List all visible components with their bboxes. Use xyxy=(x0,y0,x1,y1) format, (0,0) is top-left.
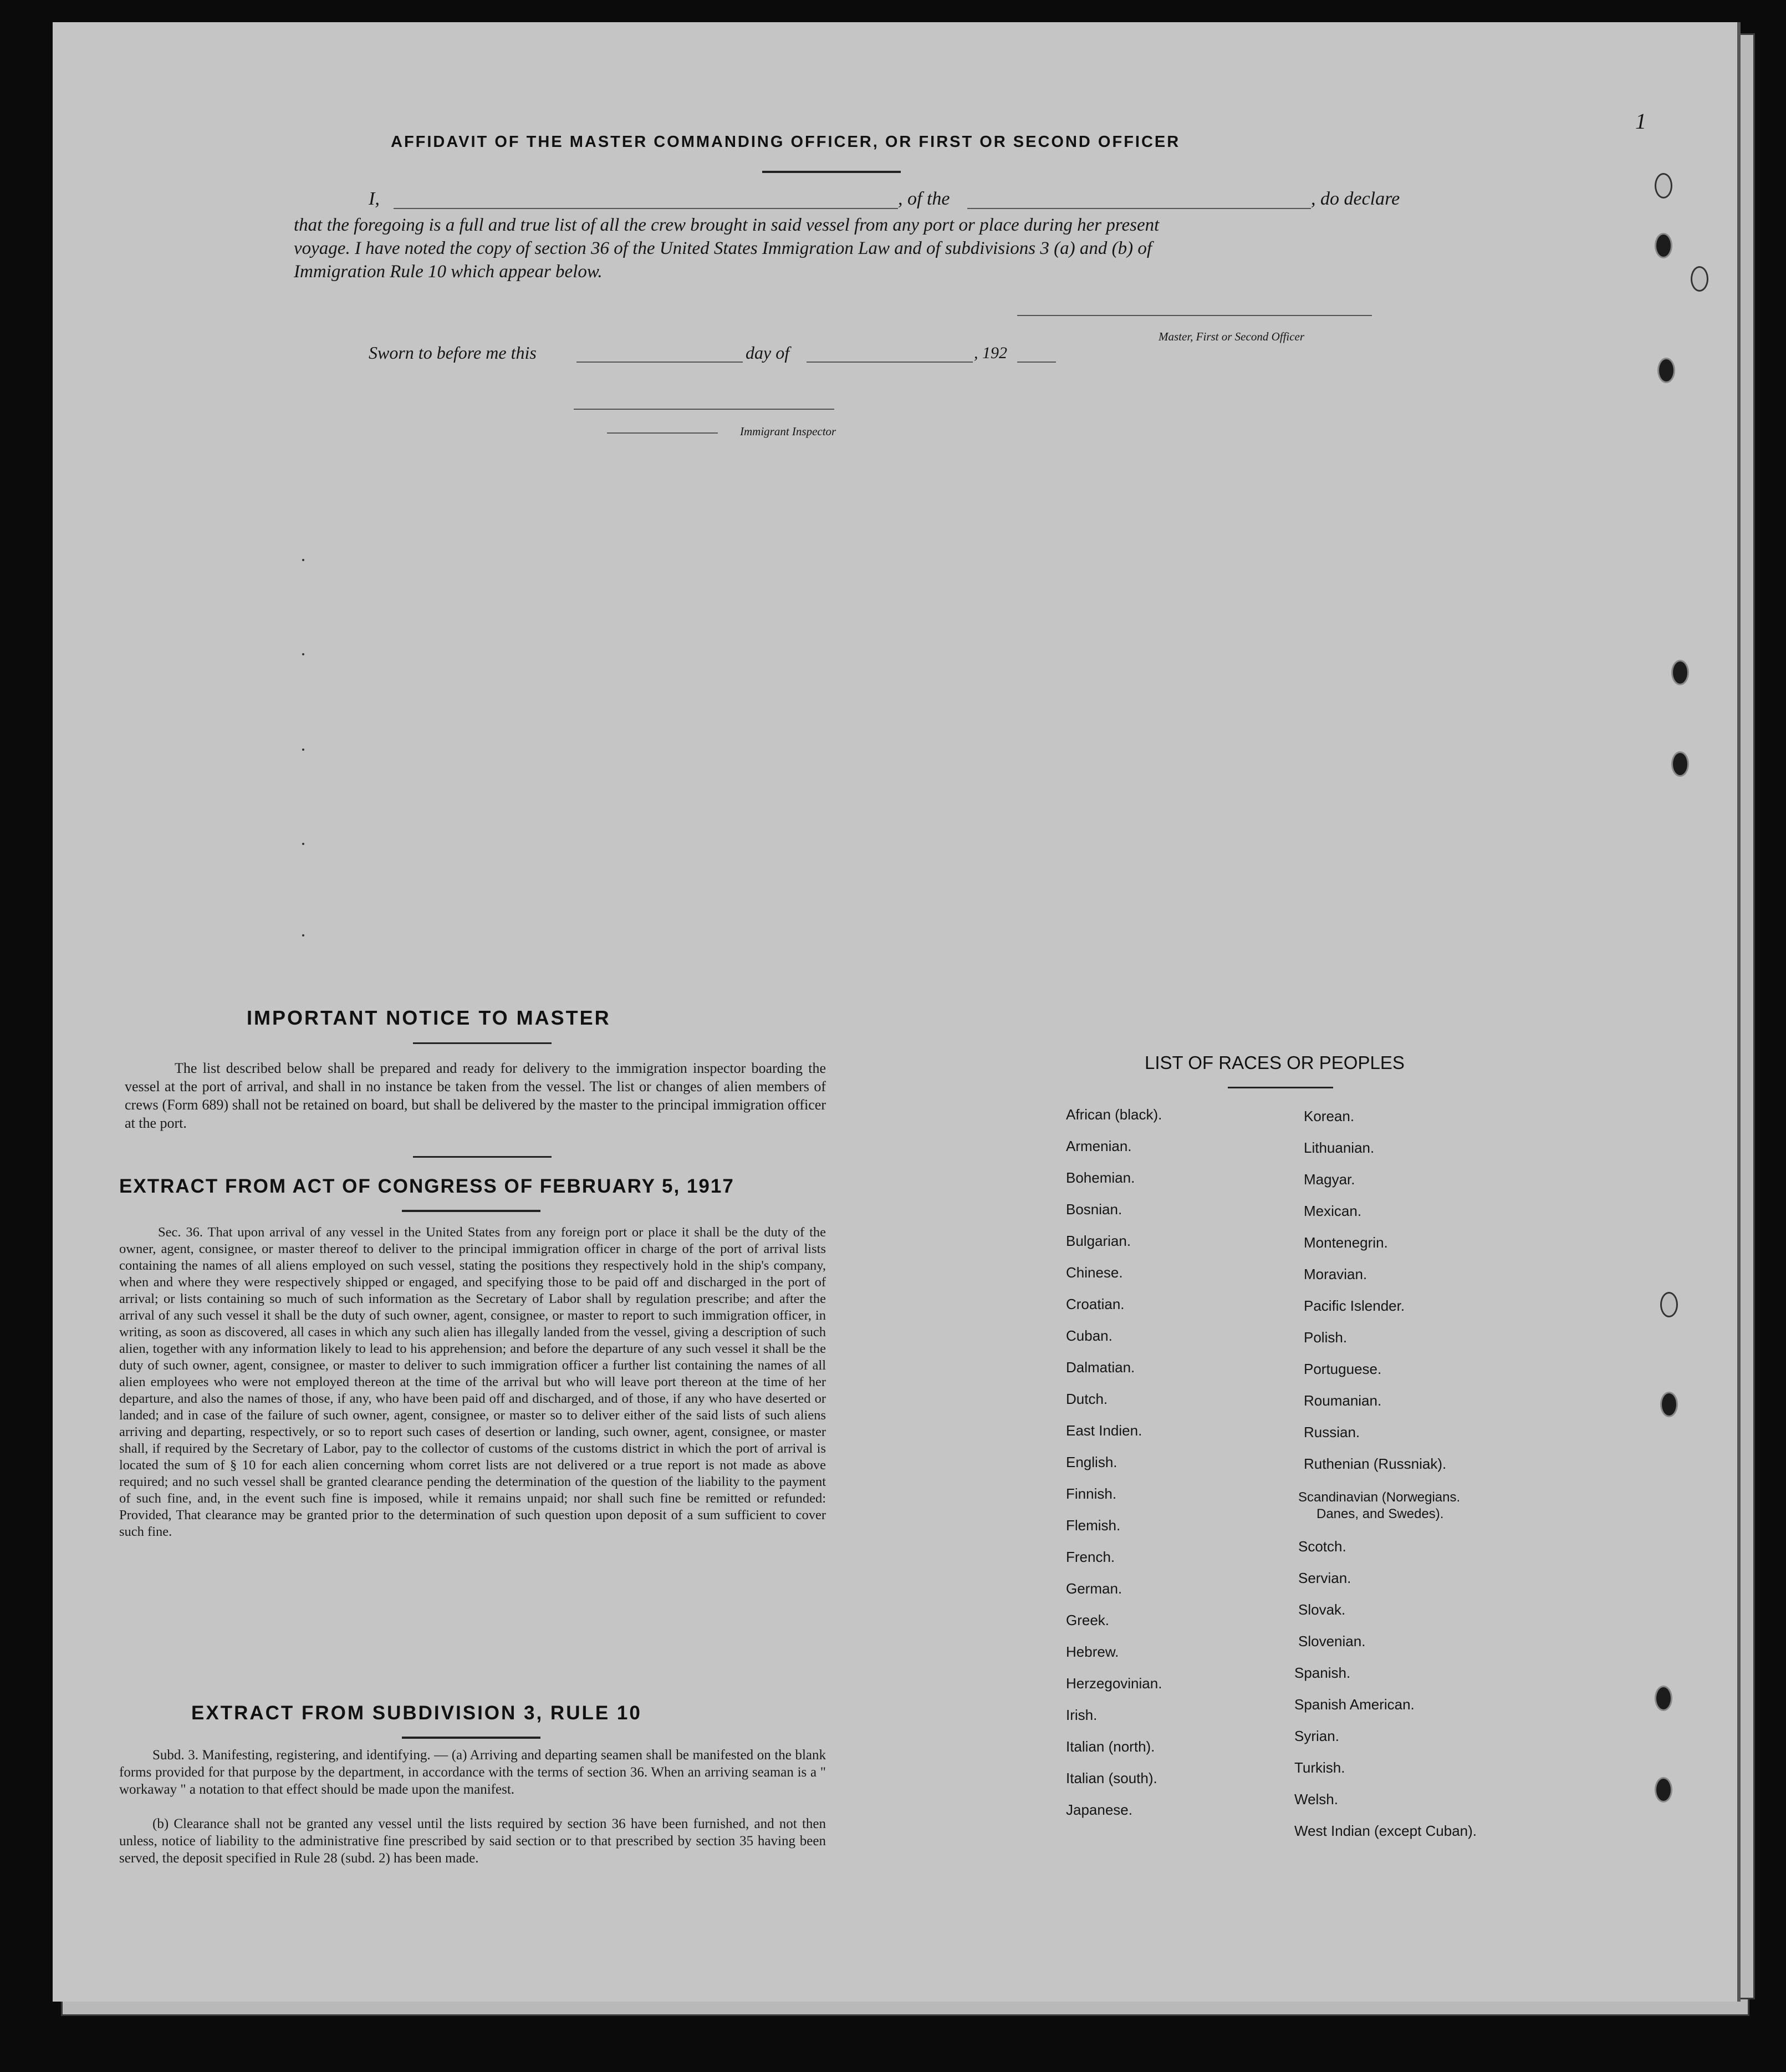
race-item: Bulgarian. xyxy=(1066,1233,1131,1249)
master-caption: Master, First or Second Officer xyxy=(1159,330,1305,343)
race-item: Dutch. xyxy=(1066,1391,1108,1407)
race-item: Flemish. xyxy=(1066,1517,1121,1534)
race-item: Syrian. xyxy=(1294,1728,1339,1744)
race-item: Korean. xyxy=(1304,1108,1355,1124)
inspector-signature-line[interactable] xyxy=(574,409,834,410)
race-item: Italian (south). xyxy=(1066,1770,1157,1786)
race-item: West Indian (except Cuban). xyxy=(1294,1822,1477,1839)
race-item: Slovenian. xyxy=(1298,1633,1366,1650)
race-item: Portuguese. xyxy=(1304,1361,1382,1377)
race-item: Montenegrin. xyxy=(1304,1234,1388,1251)
paper-speck xyxy=(302,559,304,561)
punch-hole-icon xyxy=(1657,358,1675,383)
race-item: Ruthenian (Russniak). xyxy=(1304,1455,1447,1472)
affidavit-i-label: I, xyxy=(369,189,380,209)
race-item: Danes, and Swedes). xyxy=(1316,1506,1444,1521)
race-item: East Indien. xyxy=(1066,1422,1142,1439)
rule-title: EXTRACT FROM SUBDIVISION 3, RULE 10 xyxy=(191,1702,642,1724)
race-item: Turkish. xyxy=(1294,1759,1345,1776)
punch-hole-icon xyxy=(1660,1392,1678,1417)
notice-text: The list described below shall be prepared and ready for delivery to the immigration inspector boarding the vessel at the port of arrival, and shall in no instance be taken from the vessel. The list or changes of alien members of crews (Form 689) shall not be retained on board, but shall be delivered by the master to the principal immigration officer at the port. xyxy=(125,1060,826,1131)
race-item: Polish. xyxy=(1304,1329,1348,1346)
inspector-short-line xyxy=(607,432,718,434)
notice-title-rule xyxy=(413,1042,552,1044)
sworn-day-blank[interactable] xyxy=(576,362,743,363)
year-blank[interactable] xyxy=(1017,362,1056,363)
race-item: Herzegovinian. xyxy=(1066,1675,1162,1692)
race-item: Finnish. xyxy=(1066,1485,1117,1502)
race-item: Bohemian. xyxy=(1066,1169,1135,1186)
punch-hole-icon xyxy=(1691,266,1708,292)
act-text: Sec. 36. That upon arrival of any vessel in the United States from any foreign port or place it shall be the duty of the owner, agent, consignee, or master thereof to deliver to the principal immigration officer in charge of the port of arrival lists containing the names of all aliens employed on such vessel, stating the positions they respectively hold in the ship's company, when and where they were respectively shipped or engaged, and specifying those to be paid off and discharged in the port of arrival; or lists containing so much of such information as the Secretary of Labor shall by regulation prescribe; and after the arrival of any such vessel it shall be the duty of such owner, agent, consignee, or master to report to such immigration officer, in writing, as soon as discovered, all cases in which any such alien has illegally landed from the vessel, giving a description of such alien, together with any information likely to lead to his apprehension; and before the departure of any such vessel it shall be the duty of such owner, agent, consignee, or master to deliver to such immigration officer a further list containing the names of all alien employees who were not employed thereon at the time of the arrival but who will leave port thereon at the time of her departure, and also the names of those, if any, who have been paid off and discharged, and of those, if any who have deserted or landed; and in case of the failure of such owner, agent, consignee, or master so to deliver either of the said lists of such aliens arriving and departing, respectively, or so to report such cases of desertion or landing, such owner, agent, consignee, or master shall, if required by the Secretary of Labor, pay to the collector of customs of the customs district in which the port of arrival is located the sum of § 10 for each alien concerning whom corret lists are not delivered or a true report is not made as above required; and no such vessel shall be granted clearance pending the determination of the question of the liability to the payment of such fine, and, in the event such fine is imposed, while it remains unpaid; nor shall such fine be remitted or refunded: Provided, That clearance may be granted prior to the determination of such question upon deposit of a sum sufficient to cover such fine. xyxy=(119,1225,826,1539)
race-item: Pacific Islender. xyxy=(1304,1297,1405,1314)
affidavit-title: AFFIDAVIT OF THE MASTER COMMANDING OFFICER, OR FIRST OR SECOND OFFICER xyxy=(391,133,1181,151)
race-item: Lithuanian. xyxy=(1304,1139,1375,1156)
race-item: Bosnian. xyxy=(1066,1201,1122,1218)
race-item: Magyar. xyxy=(1304,1171,1355,1188)
race-item: Spanish. xyxy=(1294,1664,1351,1681)
race-item: Japanese. xyxy=(1066,1801,1132,1818)
punch-hole-icon xyxy=(1660,1292,1678,1317)
races-title-rule xyxy=(1228,1087,1333,1088)
paper-speck xyxy=(302,934,304,936)
affidavit-line-2: voyage. I have noted the copy of section 36 of the United States Immigration Law and of subdivisions 3 (a) and (b) of xyxy=(294,238,1152,258)
notice-title: IMPORTANT NOTICE TO MASTER xyxy=(247,1006,611,1029)
race-item: German. xyxy=(1066,1580,1122,1597)
race-item: Slovak. xyxy=(1298,1601,1346,1618)
race-item: Roumanian. xyxy=(1304,1392,1382,1409)
document-page xyxy=(53,22,1741,2002)
affidavit-line-1: that the foregoing is a full and true list of all the crew brought in said vessel from any port or place during her present xyxy=(294,215,1160,235)
vessel-blank-line[interactable] xyxy=(967,208,1311,209)
act-title-rule xyxy=(402,1210,540,1212)
paper-speck xyxy=(302,653,304,655)
race-item: French. xyxy=(1066,1549,1115,1565)
affidavit-of-the: , of the xyxy=(898,189,950,209)
races-title: LIST OF RACES OR PEOPLES xyxy=(1145,1052,1405,1073)
race-item: Scandinavian (Norwegians. xyxy=(1298,1490,1461,1505)
race-item: Armenian. xyxy=(1066,1138,1132,1154)
race-item: Cuban. xyxy=(1066,1327,1113,1344)
sworn-label: Sworn to before me this xyxy=(369,343,537,363)
punch-hole-icon xyxy=(1655,1777,1672,1803)
race-item: Hebrew. xyxy=(1066,1643,1119,1660)
sworn-month-blank[interactable] xyxy=(807,362,973,363)
race-item: Greek. xyxy=(1066,1612,1110,1628)
race-item: Chinese. xyxy=(1066,1264,1123,1281)
race-item: African (black). xyxy=(1066,1106,1162,1123)
race-item: Mexican. xyxy=(1304,1203,1362,1219)
act-title: EXTRACT FROM ACT OF CONGRESS OF FEBRUARY 5, 1917 xyxy=(119,1175,734,1197)
race-item: Italian (north). xyxy=(1066,1738,1155,1755)
race-item: Welsh. xyxy=(1294,1791,1338,1808)
notice-divider xyxy=(413,1156,552,1158)
race-item: Servian. xyxy=(1298,1570,1351,1586)
race-item: Dalmatian. xyxy=(1066,1359,1135,1376)
rule-text-a: Subd. 3. Manifesting, registering, and identifying. — (a) Arriving and departing seamen shall be manifested on the blank forms provided for that purpose by the department, in accordance with the terms of section 36. When an arriving seaman is a " workaway " a notation to that effect should be made upon the manifest. xyxy=(119,1748,826,1797)
race-item: Russian. xyxy=(1304,1424,1360,1440)
rule-title-rule xyxy=(402,1737,540,1739)
race-item: Spanish American. xyxy=(1294,1696,1415,1713)
race-item: Irish. xyxy=(1066,1707,1098,1723)
name-blank-line[interactable] xyxy=(394,208,898,209)
paper-speck xyxy=(302,749,304,751)
corner-page-mark: 1 xyxy=(1635,109,1646,134)
punch-hole-icon xyxy=(1655,233,1672,258)
year-label: , 192 xyxy=(974,344,1007,362)
punch-hole-icon xyxy=(1671,660,1689,685)
day-of-label: day of xyxy=(746,343,790,363)
race-item: Scotch. xyxy=(1298,1538,1346,1555)
master-signature-line[interactable] xyxy=(1017,315,1372,316)
punch-hole-icon xyxy=(1671,751,1689,777)
punch-hole-icon xyxy=(1655,173,1672,198)
punch-hole-icon xyxy=(1655,1686,1672,1711)
paper-speck xyxy=(302,843,304,845)
affidavit-line-3: Immigration Rule 10 which appear below. xyxy=(294,262,603,282)
inspector-caption: Immigrant Inspector xyxy=(740,425,836,438)
race-item: Moravian. xyxy=(1304,1266,1367,1282)
race-item: Croatian. xyxy=(1066,1296,1125,1312)
affidavit-title-rule xyxy=(762,171,901,173)
rule-text-b: (b) Clearance shall not be granted any vessel until the lists required by section 36 have been furnished, and not then unless, notice of liability to the administrative fine prescribed by said section or to that prescribed by section 35 having been served, the deposit specified in Rule 28 (subd. 2) has been made. xyxy=(119,1816,826,1866)
race-item: English. xyxy=(1066,1454,1117,1470)
affidavit-do-declare: , do declare xyxy=(1311,189,1400,209)
